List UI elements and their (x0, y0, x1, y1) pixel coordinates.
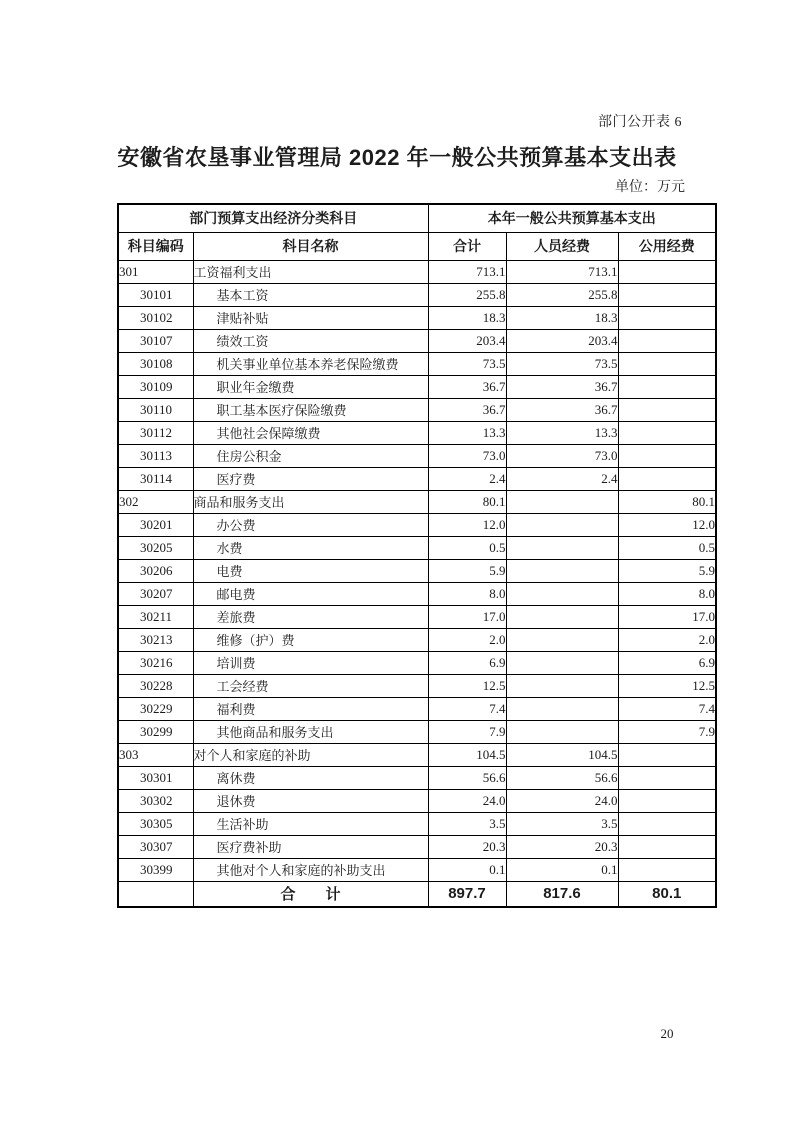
page-number: 20 (660, 1026, 674, 1041)
table-row (118, 490, 716, 513)
cell-subject-code: 30112 (118, 421, 193, 444)
table-row (118, 674, 716, 697)
cell-personnel-expense (506, 651, 618, 674)
cell-public-expense (618, 812, 716, 835)
cell-subject-code: 30307 (118, 835, 193, 858)
cell-public-expense: 7.4 (618, 697, 716, 720)
cell-personnel-expense (506, 490, 618, 513)
cell-personnel-expense: 255.8 (506, 283, 618, 306)
cell-total: 36.7 (428, 375, 506, 398)
cell-personnel-expense: 2.4 (506, 467, 618, 490)
cell-personnel-expense: 104.5 (506, 743, 618, 766)
cell-personnel-expense: 36.7 (506, 398, 618, 421)
cell-subject-code: 30206 (118, 559, 193, 582)
corner-table-label: 部门公开表 6 (598, 115, 682, 130)
cell-subject-name: 退休费 (193, 789, 428, 812)
cell-subject-name: 办公费 (193, 513, 428, 536)
table-row (118, 260, 716, 283)
table-row (118, 766, 716, 789)
cell-public-expense (618, 352, 716, 375)
group-header-classification: 部门预算支出经济分类科目 (118, 204, 428, 232)
cell-subject-name: 差旅费 (193, 605, 428, 628)
cell-subject-code: 30205 (118, 536, 193, 559)
cell-subject-code: 30305 (118, 812, 193, 835)
unit-label: 单位：万元 (615, 180, 685, 195)
cell-public-expense: 5.9 (618, 559, 716, 582)
cell-subject-code: 30101 (118, 283, 193, 306)
table-row (118, 720, 716, 743)
cell-total: 0.1 (428, 858, 506, 881)
cell-personnel-expense (506, 605, 618, 628)
cell-subject-code: 30109 (118, 375, 193, 398)
cell-subject-code: 30301 (118, 766, 193, 789)
total-row-public: 80.1 (618, 881, 716, 907)
cell-personnel-expense: 18.3 (506, 306, 618, 329)
table-row (118, 743, 716, 766)
table-row (118, 306, 716, 329)
table-row (118, 283, 716, 306)
cell-public-expense (618, 421, 716, 444)
cell-subject-code: 30228 (118, 674, 193, 697)
cell-total: 2.0 (428, 628, 506, 651)
cell-subject-name: 基本工资 (193, 283, 428, 306)
table-column-header-row (118, 232, 716, 260)
cell-total: 18.3 (428, 306, 506, 329)
column-header-total: 合计 (428, 232, 506, 260)
cell-personnel-expense (506, 674, 618, 697)
cell-public-expense (618, 743, 716, 766)
cell-personnel-expense (506, 628, 618, 651)
column-header-personnel: 人员经费 (506, 232, 618, 260)
cell-total: 0.5 (428, 536, 506, 559)
table-row (118, 651, 716, 674)
table-header (118, 204, 716, 260)
cell-personnel-expense (506, 582, 618, 605)
total-row-label: 合 计 (193, 881, 428, 907)
table-row (118, 789, 716, 812)
cell-subject-name: 电费 (193, 559, 428, 582)
column-header-code: 科目编码 (118, 232, 193, 260)
cell-total: 73.0 (428, 444, 506, 467)
cell-public-expense: 6.9 (618, 651, 716, 674)
table-row (118, 444, 716, 467)
cell-subject-code: 30110 (118, 398, 193, 421)
table-row (118, 582, 716, 605)
cell-subject-code: 30108 (118, 352, 193, 375)
cell-total: 8.0 (428, 582, 506, 605)
budget-table (117, 203, 717, 908)
cell-subject-name: 职工基本医疗保险缴费 (193, 398, 428, 421)
cell-public-expense (618, 398, 716, 421)
cell-subject-name: 医疗费 (193, 467, 428, 490)
cell-subject-name: 其他对个人和家庭的补助支出 (193, 858, 428, 881)
cell-total: 24.0 (428, 789, 506, 812)
cell-subject-code: 30302 (118, 789, 193, 812)
cell-public-expense (618, 260, 716, 283)
cell-subject-code: 30207 (118, 582, 193, 605)
cell-subject-code: 30102 (118, 306, 193, 329)
cell-public-expense (618, 789, 716, 812)
cell-total: 7.9 (428, 720, 506, 743)
cell-subject-name: 工资福利支出 (193, 260, 428, 283)
column-header-name: 科目名称 (193, 232, 428, 260)
column-header-public: 公用经费 (618, 232, 716, 260)
table-row (118, 835, 716, 858)
cell-personnel-expense: 0.1 (506, 858, 618, 881)
cell-subject-name: 医疗费补助 (193, 835, 428, 858)
budget-table-container (117, 203, 717, 908)
table-footer (118, 881, 716, 907)
table-row (118, 858, 716, 881)
cell-personnel-expense: 13.3 (506, 421, 618, 444)
cell-total: 255.8 (428, 283, 506, 306)
cell-subject-name: 绩效工资 (193, 329, 428, 352)
cell-public-expense (618, 444, 716, 467)
cell-subject-name: 机关事业单位基本养老保险缴费 (193, 352, 428, 375)
cell-subject-name: 工会经费 (193, 674, 428, 697)
group-header-basic-expenditure: 本年一般公共预算基本支出 (428, 204, 716, 232)
cell-public-expense: 0.5 (618, 536, 716, 559)
cell-subject-name: 津贴补贴 (193, 306, 428, 329)
cell-subject-name: 离休费 (193, 766, 428, 789)
cell-total: 56.6 (428, 766, 506, 789)
cell-public-expense (618, 858, 716, 881)
cell-public-expense: 12.0 (618, 513, 716, 536)
cell-total: 12.0 (428, 513, 506, 536)
cell-personnel-expense (506, 559, 618, 582)
cell-subject-code: 30107 (118, 329, 193, 352)
total-row-total: 897.7 (428, 881, 506, 907)
cell-public-expense (618, 835, 716, 858)
cell-personnel-expense (506, 513, 618, 536)
cell-personnel-expense: 56.6 (506, 766, 618, 789)
cell-public-expense (618, 766, 716, 789)
table-row (118, 697, 716, 720)
table-row (118, 329, 716, 352)
table-row (118, 628, 716, 651)
cell-subject-code: 30201 (118, 513, 193, 536)
cell-total: 80.1 (428, 490, 506, 513)
cell-public-expense (618, 329, 716, 352)
cell-total: 713.1 (428, 260, 506, 283)
cell-personnel-expense: 203.4 (506, 329, 618, 352)
cell-subject-code: 30113 (118, 444, 193, 467)
cell-personnel-expense: 713.1 (506, 260, 618, 283)
cell-total: 2.4 (428, 467, 506, 490)
table-row (118, 467, 716, 490)
table-row (118, 421, 716, 444)
cell-subject-name: 生活补助 (193, 812, 428, 835)
table-row (118, 513, 716, 536)
cell-total: 73.5 (428, 352, 506, 375)
table-row (118, 375, 716, 398)
table-row (118, 536, 716, 559)
page-title: 安徽省农垦事业管理局 2022 年一般公共预算基本支出表 (117, 145, 677, 170)
table-row (118, 812, 716, 835)
cell-public-expense: 7.9 (618, 720, 716, 743)
cell-public-expense (618, 306, 716, 329)
cell-subject-name: 其他商品和服务支出 (193, 720, 428, 743)
cell-subject-code: 30229 (118, 697, 193, 720)
table-row (118, 398, 716, 421)
cell-subject-name: 商品和服务支出 (193, 490, 428, 513)
table-row (118, 559, 716, 582)
cell-total: 203.4 (428, 329, 506, 352)
cell-personnel-expense: 36.7 (506, 375, 618, 398)
cell-total: 5.9 (428, 559, 506, 582)
cell-public-expense (618, 467, 716, 490)
cell-subject-name: 培训费 (193, 651, 428, 674)
cell-personnel-expense (506, 720, 618, 743)
cell-total: 13.3 (428, 421, 506, 444)
table-body (118, 260, 716, 881)
cell-total: 20.3 (428, 835, 506, 858)
cell-personnel-expense: 24.0 (506, 789, 618, 812)
cell-subject-code: 301 (118, 260, 193, 283)
cell-total: 36.7 (428, 398, 506, 421)
cell-subject-code: 30213 (118, 628, 193, 651)
cell-personnel-expense: 73.5 (506, 352, 618, 375)
cell-subject-name: 邮电费 (193, 582, 428, 605)
table-row (118, 352, 716, 375)
cell-public-expense (618, 283, 716, 306)
cell-personnel-expense (506, 536, 618, 559)
cell-total: 12.5 (428, 674, 506, 697)
cell-subject-name: 其他社会保障缴费 (193, 421, 428, 444)
cell-personnel-expense: 20.3 (506, 835, 618, 858)
cell-subject-name: 对个人和家庭的补助 (193, 743, 428, 766)
cell-subject-code: 303 (118, 743, 193, 766)
cell-subject-name: 住房公积金 (193, 444, 428, 467)
cell-personnel-expense: 3.5 (506, 812, 618, 835)
total-row (118, 881, 716, 907)
cell-personnel-expense (506, 697, 618, 720)
cell-subject-code: 30216 (118, 651, 193, 674)
cell-subject-code: 30114 (118, 467, 193, 490)
cell-public-expense: 17.0 (618, 605, 716, 628)
cell-total: 3.5 (428, 812, 506, 835)
cell-subject-name: 水费 (193, 536, 428, 559)
total-row-empty-code-cell (118, 881, 193, 907)
cell-subject-name: 维修（护）费 (193, 628, 428, 651)
cell-total: 17.0 (428, 605, 506, 628)
cell-personnel-expense: 73.0 (506, 444, 618, 467)
cell-subject-code: 302 (118, 490, 193, 513)
cell-total: 7.4 (428, 697, 506, 720)
cell-public-expense (618, 375, 716, 398)
cell-public-expense: 2.0 (618, 628, 716, 651)
cell-subject-name: 福利费 (193, 697, 428, 720)
cell-public-expense: 8.0 (618, 582, 716, 605)
cell-subject-name: 职业年金缴费 (193, 375, 428, 398)
cell-public-expense: 12.5 (618, 674, 716, 697)
cell-public-expense: 80.1 (618, 490, 716, 513)
table-row (118, 605, 716, 628)
cell-subject-code: 30399 (118, 858, 193, 881)
cell-total: 6.9 (428, 651, 506, 674)
cell-subject-code: 30211 (118, 605, 193, 628)
cell-total: 104.5 (428, 743, 506, 766)
cell-subject-code: 30299 (118, 720, 193, 743)
table-group-header-row (118, 204, 716, 232)
total-row-personnel: 817.6 (506, 881, 618, 907)
